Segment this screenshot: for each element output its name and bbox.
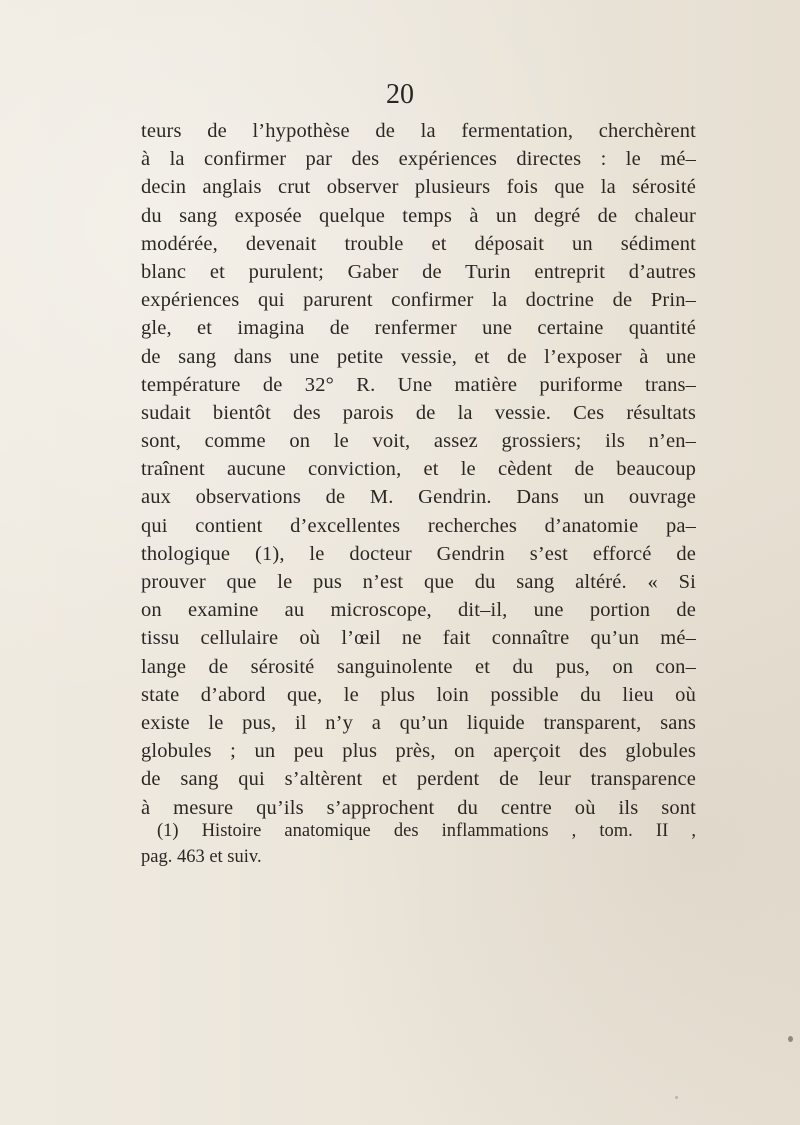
text-line: blanc et purulent; Gaber de Turin entreprit d’autres [141,260,696,283]
page-number: 20 [386,79,414,110]
ink-spot [788,1036,793,1042]
text-line: thologique (1), le docteur Gendrin s’est efforcé de [141,542,696,565]
text-line: tissu cellulaire où l’œil ne fait connaître qu’un mé– [141,627,696,650]
text-line: sudait bientôt des parois de la vessie. Ces résultats [141,401,696,424]
text-line: qui contient d’excellentes recherches d’anatomie pa– [141,514,696,537]
footnote-line: (1) Histoire anatomique des inflammations , tom. II , [157,821,696,841]
text-line: on examine au microscope, dit–il, une portion de [141,599,696,622]
text-line: de sang qui s’altèrent et perdent de leur transparence [141,768,696,791]
text-line: traînent aucune conviction, et le cèdent de beaucoup [141,458,696,481]
text-line: lange de sérosité sanguinolente et du pus, on con– [141,655,696,678]
text-line: du sang exposée quelque temps à un degré de chaleur [141,204,696,227]
text-line: globules ; un peu plus près, on aperçoit des globules [141,740,696,763]
ink-spot [675,1096,678,1099]
text-line: decin anglais crut observer plusieurs fois que la sérosité [141,176,696,199]
footnote-line: pag. 463 et suiv. [141,847,262,867]
text-line: state d’abord que, le plus loin possible du lieu où [141,683,696,706]
text-line: à mesure qu’ils s’approchent du centre où ils sont [141,796,696,819]
text-line: de sang dans une petite vessie, et de l’exposer à une [141,345,696,368]
text-line: température de 32° R. Une matière puriforme trans– [141,373,696,396]
text-line: existe le pus, il n’y a qu’un liquide transparent, sans [141,711,696,734]
text-line: aux observations de M. Gendrin. Dans un ouvrage [141,486,696,509]
text-line: prouver que le pus n’est que du sang altéré. « Si [141,571,696,593]
body-text [141,117,696,822]
text-line: modérée, devenait trouble et déposait un sédiment [141,232,696,255]
footnote [141,818,696,870]
text-line: expériences qui parurent confirmer la doctrine de Prin– [141,289,696,312]
text-line: gle, et imagina de renfermer une certaine quantité [141,317,696,340]
text-line: sont, comme on le voit, assez grossiers; ils n’en– [141,430,696,453]
text-line: à la confirmer par des expériences directes : le mé– [141,148,696,171]
text-line: teurs de l’hypothèse de la fermentation, cherchèrent [141,120,696,142]
